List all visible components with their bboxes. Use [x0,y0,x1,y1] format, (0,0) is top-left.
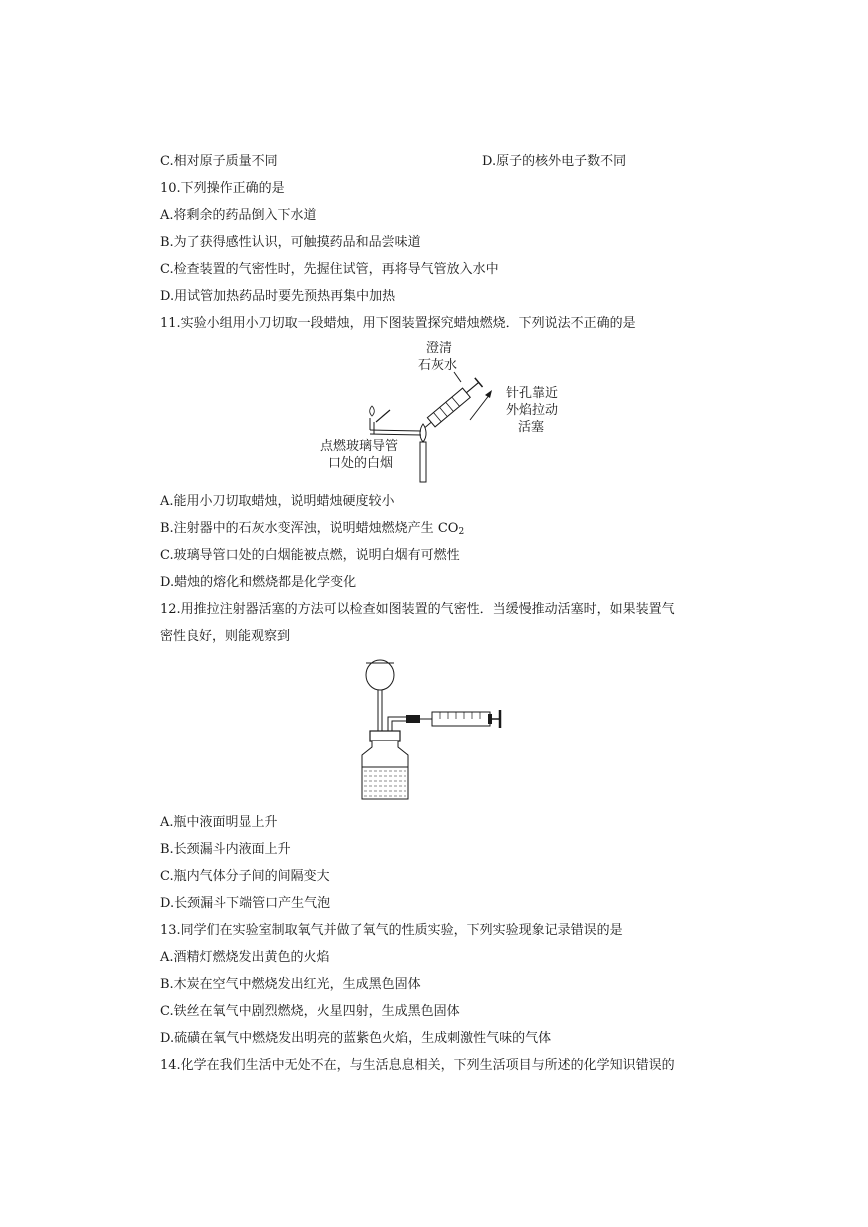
q13-option-a: A.酒精灯燃烧发出黄色的火焰 [160,950,330,965]
limewater-label-1: 澄清 [426,341,453,356]
needle-label-2: 外焰拉动 [506,403,559,418]
flame-icon [420,424,426,442]
q12-option-b: B.长颈漏斗内液面上升 [160,842,291,857]
rubber-tube-icon [406,715,420,723]
q12-option-a: A.瓶中液面明显上升 [160,815,278,830]
syringe-icon [418,378,482,435]
stopper-icon [370,731,400,741]
q13-option-d: D.硫磺在氧气中燃烧发出明亮的蓝紫色火焰，生成刺激性气味的气体 [160,1031,552,1046]
q10-option-d: D.用试管加热药品时要先预热再集中加热 [160,289,396,304]
q10-option-a: A.将剩余的药品倒入下水道 [160,208,317,223]
needle-label-3: 活塞 [518,420,545,435]
q10-stem: 10.下列操作正确的是 [160,181,285,196]
q12-stem-line2: 密性良好，则能观察到 [160,629,291,644]
candle-icon [420,442,426,482]
funnel-bulb-icon [366,660,394,690]
q13-stem: 13.同学们在实验室制取氧气并做了氧气的性质实验，下列实验现象记录错误的是 [160,923,623,938]
q10-option-b: B.为了获得感性认识，可触摸药品和品尝味道 [160,235,421,250]
q14-stem: 14.化学在我们生活中无处不在，与生活息息相关，下列生活项目与所述的化学知识错误的 [160,1058,675,1073]
q9-option-d: D.原子的核外电子数不同 [482,154,627,169]
q11-option-b: B.注射器中的石灰水变浑浊，说明蜡烛燃烧产生 $CO_2$ [160,521,465,537]
smoke-label-1: 点燃玻璃导管 [320,439,399,454]
q13-option-c: C.铁丝在氧气中剧烈燃烧，火星四射，生成黑色固体 [160,1004,460,1019]
q9-option-c: C.相对原子质量不同 [160,154,278,169]
limewater-label-2: 石灰水 [418,358,458,373]
q11-option-c: C.玻璃导管口处的白烟能被点燃，说明白烟有可燃性 [160,548,460,563]
candle-combustion-figure [310,338,560,488]
q10-option-c: C.检查装置的气密性时，先握住试管，再将导气管放入水中 [160,262,499,277]
airtightness-apparatus-figure [350,655,520,805]
q11-stem: 11.实验小组用小刀切取一段蜡烛，用下图装置探究蜡烛燃烧．下列说法不正确的是 [160,316,636,331]
q12-option-c: C.瓶内气体分子间的间隔变大 [160,869,330,884]
bottle-icon [362,741,408,799]
q11-option-d: D.蜡烛的熔化和燃烧都是化学变化 [160,575,357,590]
syringe-icon [432,712,490,726]
q12-stem-line1: 12.用推拉注射器活塞的方法可以检查如图装置的气密性．当缓慢推动活塞时，如果装置气 [160,602,675,617]
needle-label-1: 针孔靠近 [506,386,559,401]
q12-option-d: D.长颈漏斗下端管口产生气泡 [160,896,331,911]
q13-option-b: B.木炭在空气中燃烧发出红光，生成黑色固体 [160,977,421,992]
q11-option-a: A.能用小刀切取蜡烛，说明蜡烛硬度较小 [160,494,395,509]
smoke-label-2: 口处的白烟 [328,456,394,471]
